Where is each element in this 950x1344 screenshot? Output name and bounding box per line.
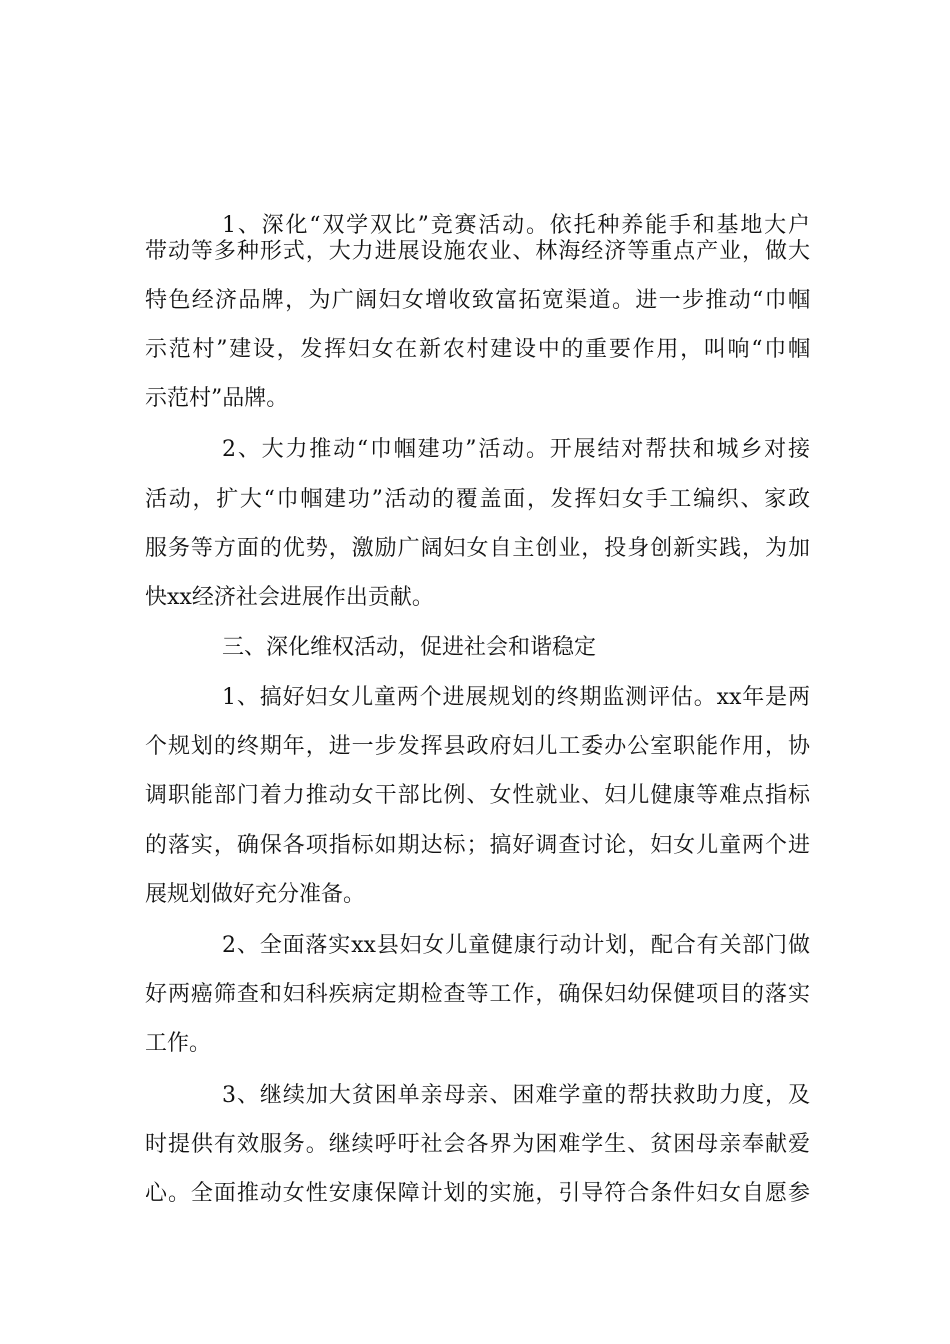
paragraph-3-line-1: 1、搞好妇女儿童两个进展规划的终期监测评估。xx年是两 <box>222 685 810 710</box>
paragraph-2-line-3: 服务等方面的优势，激励广阔妇女自主创业，投身创新实践，为加 <box>145 536 810 561</box>
paragraph-4-line-3: 工作。 <box>145 1031 212 1056</box>
section-heading: 三、深化维权活动，促进社会和谐稳定 <box>222 635 597 660</box>
paragraph-5-line-3: 心。全面推动女性安康保障计划的实施，引导符合条件妇女自愿参 <box>145 1181 810 1206</box>
paragraph-1-line-5: 示范村”品牌。 <box>145 386 289 411</box>
paragraph-1-line-3: 特色经济品牌，为广阔妇女增收致富拓宽渠道。进一步推动“巾帼 <box>145 288 810 313</box>
paragraph-1-line-1: 1、深化“双学双比”竞赛活动。依托种养能手和基地大户 <box>222 213 810 238</box>
paragraph-2-line-1: 2、大力推动“巾帼建功”活动。开展结对帮扶和城乡对接 <box>222 437 810 462</box>
paragraph-4-line-1: 2、全面落实xx县妇女儿童健康行动计划，配合有关部门做 <box>222 933 810 958</box>
paragraph-2-line-4: 快xx经济社会进展作出贡献。 <box>145 585 434 610</box>
paragraph-2-line-2: 活动，扩大“巾帼建功”活动的覆盖面，发挥妇女手工编织、家政 <box>145 487 810 512</box>
paragraph-3-line-5: 展规划做好充分准备。 <box>145 882 366 907</box>
paragraph-4-line-2: 好两癌筛查和妇科疾病定期检查等工作，确保妇幼保健项目的落实 <box>145 982 810 1007</box>
paragraph-5-line-2: 时提供有效服务。继续呼吁社会各界为困难学生、贫困母亲奉献爱 <box>145 1132 810 1157</box>
paragraph-3-line-3: 调职能部门着力推动女干部比例、女性就业、妇儿健康等难点指标 <box>145 783 810 808</box>
paragraph-1-line-4: 示范村”建设，发挥妇女在新农村建设中的重要作用，叫响“巾帼 <box>145 337 810 362</box>
paragraph-3-line-4: 的落实，确保各项指标如期达标；搞好调查讨论，妇女儿童两个进 <box>145 833 810 858</box>
paragraph-1-line-2: 带动等多种形式，大力进展设施农业、林海经济等重点产业，做大 <box>145 239 810 264</box>
paragraph-3-line-2: 个规划的终期年，进一步发挥县政府妇儿工委办公室职能作用，协 <box>145 734 810 759</box>
paragraph-5-line-1: 3、继续加大贫困单亲母亲、困难学童的帮扶救助力度，及 <box>222 1083 810 1108</box>
